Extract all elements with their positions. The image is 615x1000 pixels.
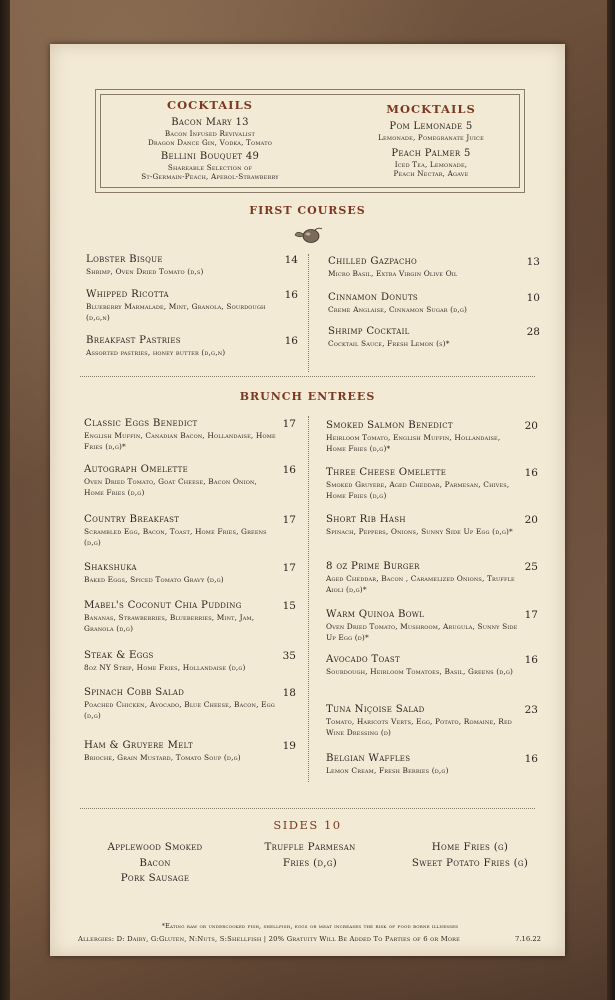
menu-item-price: 17 <box>282 418 296 430</box>
side-item: Sweet Potato Fries (g) <box>411 856 529 869</box>
allergy-note: Allergies: D: Dairy, G:Gluten, N:Nuts, S:Shellfish | 20% Gratuity Will Be Added To Parties of 6 or More <box>78 935 460 943</box>
menu-item-name: Short Rib Hash <box>326 514 406 525</box>
drink-name: Bellini Bouquet 49 <box>160 151 260 162</box>
menu-item-name: Lobster Bisque <box>86 254 163 265</box>
menu-item <box>326 609 538 643</box>
brunch-divider <box>308 416 309 782</box>
menu-item <box>326 514 538 538</box>
menu-item-name: Tuna Niçoise Salad <box>326 704 425 715</box>
drink-desc: Peach Nectar, Agave <box>393 169 469 178</box>
menu-item-name: Spinach Cobb Salad <box>84 687 185 698</box>
menu-item-price: 13 <box>526 256 540 268</box>
drink-desc: Lemonade, Pomegranate Juice <box>378 133 484 142</box>
sides-col-2 <box>235 840 385 871</box>
frame-edge-left <box>0 0 10 1000</box>
menu-item-desc: Baked Eggs, Spiced Tomato Gravy (d,g) <box>84 575 224 584</box>
sides-heading: SIDES 10 <box>273 818 342 832</box>
menu-item-name: Ham & Gruyere Melt <box>84 740 193 751</box>
menu-item-name: Shakshuka <box>84 562 137 573</box>
menu-item-price: 20 <box>524 514 538 526</box>
menu-item <box>326 467 538 501</box>
menu-item-price: 16 <box>284 335 298 347</box>
menu-item <box>84 650 296 674</box>
cocktails-heading: COCKTAILS <box>167 98 253 112</box>
menu-item-price: 17 <box>282 514 296 526</box>
menu-item-name: Smoked Salmon Benedict <box>326 420 453 431</box>
menu-item-name: 8 oz Prime Burger <box>326 561 420 572</box>
section-divider <box>80 376 535 377</box>
menu-item <box>86 289 298 323</box>
menu-item-desc: Oven Dried Tomato, Goat Cheese, Bacon Onion, Home Fries (d,g) <box>84 477 257 497</box>
drink-desc: St-Germain-Peach, Aperol-Strawberry <box>141 172 279 181</box>
menu-item <box>86 254 298 278</box>
menu-item-price: 16 <box>524 753 538 765</box>
menu-item-desc: Aged Cheddar, Bacon , Caramelized Onions, Truffle Aioli (d,g)* <box>326 574 515 594</box>
sides-col-1 <box>80 840 230 887</box>
menu-item-name: Mabel's Coconut Chia Pudding <box>84 600 242 611</box>
menu-item-price: 28 <box>526 326 540 338</box>
drink-desc: Shareable Selection of <box>167 163 253 172</box>
menu-item <box>326 704 538 738</box>
frame-edge-right <box>607 0 615 1000</box>
menu-date: 7.16.22 <box>515 935 541 943</box>
menu-item-desc: Smoked Gruyere, Aged Cheddar, Parmesan, Chives, Home Fries (d,g) <box>326 480 510 500</box>
menu-item-desc: Creme Anglaise, Cinnamon Sugar (d,g) <box>328 305 468 314</box>
drinks-box <box>95 89 525 193</box>
menu-item-price: 15 <box>282 600 296 612</box>
section-divider <box>80 808 535 809</box>
side-item: Truffle Parmesan <box>264 841 356 853</box>
menu-item-name: Warm Quinoa Bowl <box>326 609 425 620</box>
drink-name: Pom Lemonade 5 <box>389 121 473 132</box>
menu-item <box>328 292 540 316</box>
menu-item-name: Three Cheese Omelette <box>326 467 447 478</box>
menu-item-desc: Micro Basil, Extra Virgin Olive Oil <box>328 269 458 278</box>
menu-item-price: 18 <box>282 687 296 699</box>
menu-item-price: 14 <box>284 254 298 266</box>
menu-item <box>326 561 538 595</box>
menu-card <box>50 44 565 956</box>
menu-item-name: Shrimp Cocktail <box>328 326 410 337</box>
menu-item-price: 16 <box>524 467 538 479</box>
drink-desc: Bacon Infused Revivalist <box>164 129 256 138</box>
menu-item-price: 20 <box>524 420 538 432</box>
menu-item-price: 16 <box>284 289 298 301</box>
menu-item-desc: English Muffin, Canadian Bacon, Hollandaise, Home Fries (d,g)* <box>84 431 276 451</box>
menu-item-price: 23 <box>524 704 538 716</box>
menu-item-price: 17 <box>282 562 296 574</box>
menu-item-price: 25 <box>524 561 538 573</box>
menu-item-desc: Tomato, Haricots Verts, Egg, Potato, Romaine, Red Wine Dressing (d) <box>326 717 512 737</box>
menu-item-name: Country Breakfast <box>84 514 180 525</box>
side-item: Bacon <box>139 856 171 869</box>
menu-item <box>84 562 296 586</box>
drink-name: Peach Palmer 5 <box>391 148 471 159</box>
menu-item-desc: 8oz NY Strip, Home Fries, Hollandaise (d,g) <box>84 663 246 672</box>
menu-item <box>84 514 296 548</box>
menu-item-price: 19 <box>282 740 296 752</box>
menu-item <box>84 600 296 634</box>
sides-col-3 <box>390 840 550 871</box>
menu-item-name: Cinnamon Donuts <box>328 292 419 303</box>
menu-item-price: 35 <box>282 650 296 662</box>
menu-item-desc: Sourdough, Heirloom Tomatoes, Basil, Greens (d,g) <box>326 667 514 676</box>
menu-item-name: Steak & Eggs <box>84 650 154 661</box>
mocktails-column <box>346 102 516 178</box>
menu-item-name: Breakfast Pastries <box>86 335 181 346</box>
menu-item <box>84 464 296 498</box>
menu-item-name: Avocado Toast <box>326 654 400 665</box>
drink-name: Bacon Mary 13 <box>171 117 249 128</box>
menu-item-name: Chilled Gazpacho <box>328 256 418 267</box>
side-item: Applewood Smoked <box>107 841 203 853</box>
menu-item-desc: Spinach, Peppers, Onions, Sunny Side Up Egg (d,g)* <box>326 527 513 536</box>
menu-item-desc: Blueberry Marmalade, Mint, Granola, Sourdough (d,g,n) <box>86 302 266 322</box>
menu-item-price: 16 <box>524 654 538 666</box>
brunch-heading: BRUNCH ENTREES <box>239 390 376 403</box>
menu-item-price: 10 <box>526 292 540 304</box>
menu-item-desc: Lemon Cream, Fresh Berries (d,g) <box>326 766 449 775</box>
menu-item-price: 16 <box>282 464 296 476</box>
menu-item <box>84 740 296 764</box>
menu-item <box>328 326 540 350</box>
menu-item <box>326 420 538 454</box>
menu-item-name: Autograph Omelette <box>84 464 188 475</box>
menu-item-desc: Bananas, Strawberries, Blueberries, Mint, Jam, Granola (d,g) <box>84 613 255 633</box>
first-courses-divider <box>308 254 309 372</box>
menu-item <box>326 654 538 678</box>
menu-item-name: Whipped Ricotta <box>86 289 169 300</box>
side-item: Pork Sausage <box>120 872 190 884</box>
menu-item <box>84 687 296 721</box>
menu-item-desc: Brioche, Grain Mustard, Tomato Soup (d,g) <box>84 753 241 762</box>
menu-item-name: Belgian Waffles <box>326 753 411 764</box>
first-courses-heading: FIRST COURSES <box>249 204 366 217</box>
menu-item-price: 17 <box>524 609 538 621</box>
peach-illustration-icon <box>293 226 325 244</box>
cocktails-column <box>110 98 310 181</box>
drink-desc: Dragon Dance Gin, Vodka, Tomato <box>147 138 273 147</box>
menu-item-desc: Poached Chicken, Avocado, Blue Cheese, Bacon, Egg (d,g) <box>84 700 275 720</box>
mocktails-heading: MOCKTAILS <box>386 102 476 116</box>
menu-item <box>328 256 540 280</box>
menu-item-desc: Shrimp, Oven Dried Tomato (d,s) <box>86 267 204 276</box>
menu-item-desc: Heirloom Tomato, English Muffin, Hollandaise, Home Fries (d,g)* <box>326 433 501 453</box>
menu-item-desc: Assorted pastries, honey butter (d,g,n) <box>86 348 226 357</box>
drink-desc: Iced Tea, Lemonade, <box>394 160 468 169</box>
side-item: Fries (d,g) <box>282 856 338 869</box>
menu-item-desc: Oven Dried Tomato, Mushroom, Arugula, Sunny Side Up Egg (d)* <box>326 622 518 642</box>
menu-item <box>86 335 298 359</box>
menu-item-desc: Scrambled Egg, Bacon, Toast, Home Fries, Greens (d,g) <box>84 527 267 547</box>
menu-item <box>326 753 538 777</box>
menu-item-name: Classic Eggs Benedict <box>84 418 198 429</box>
menu-item <box>84 418 296 452</box>
menu-item-desc: Cocktail Sauce, Fresh Lemon (s)* <box>328 339 450 348</box>
food-safety-warning: *Eating raw or undercooked fish, shellfish, eggs or meat increases the risk of food borne illnesses <box>161 922 459 930</box>
side-item: Home Fries (g) <box>431 841 509 853</box>
